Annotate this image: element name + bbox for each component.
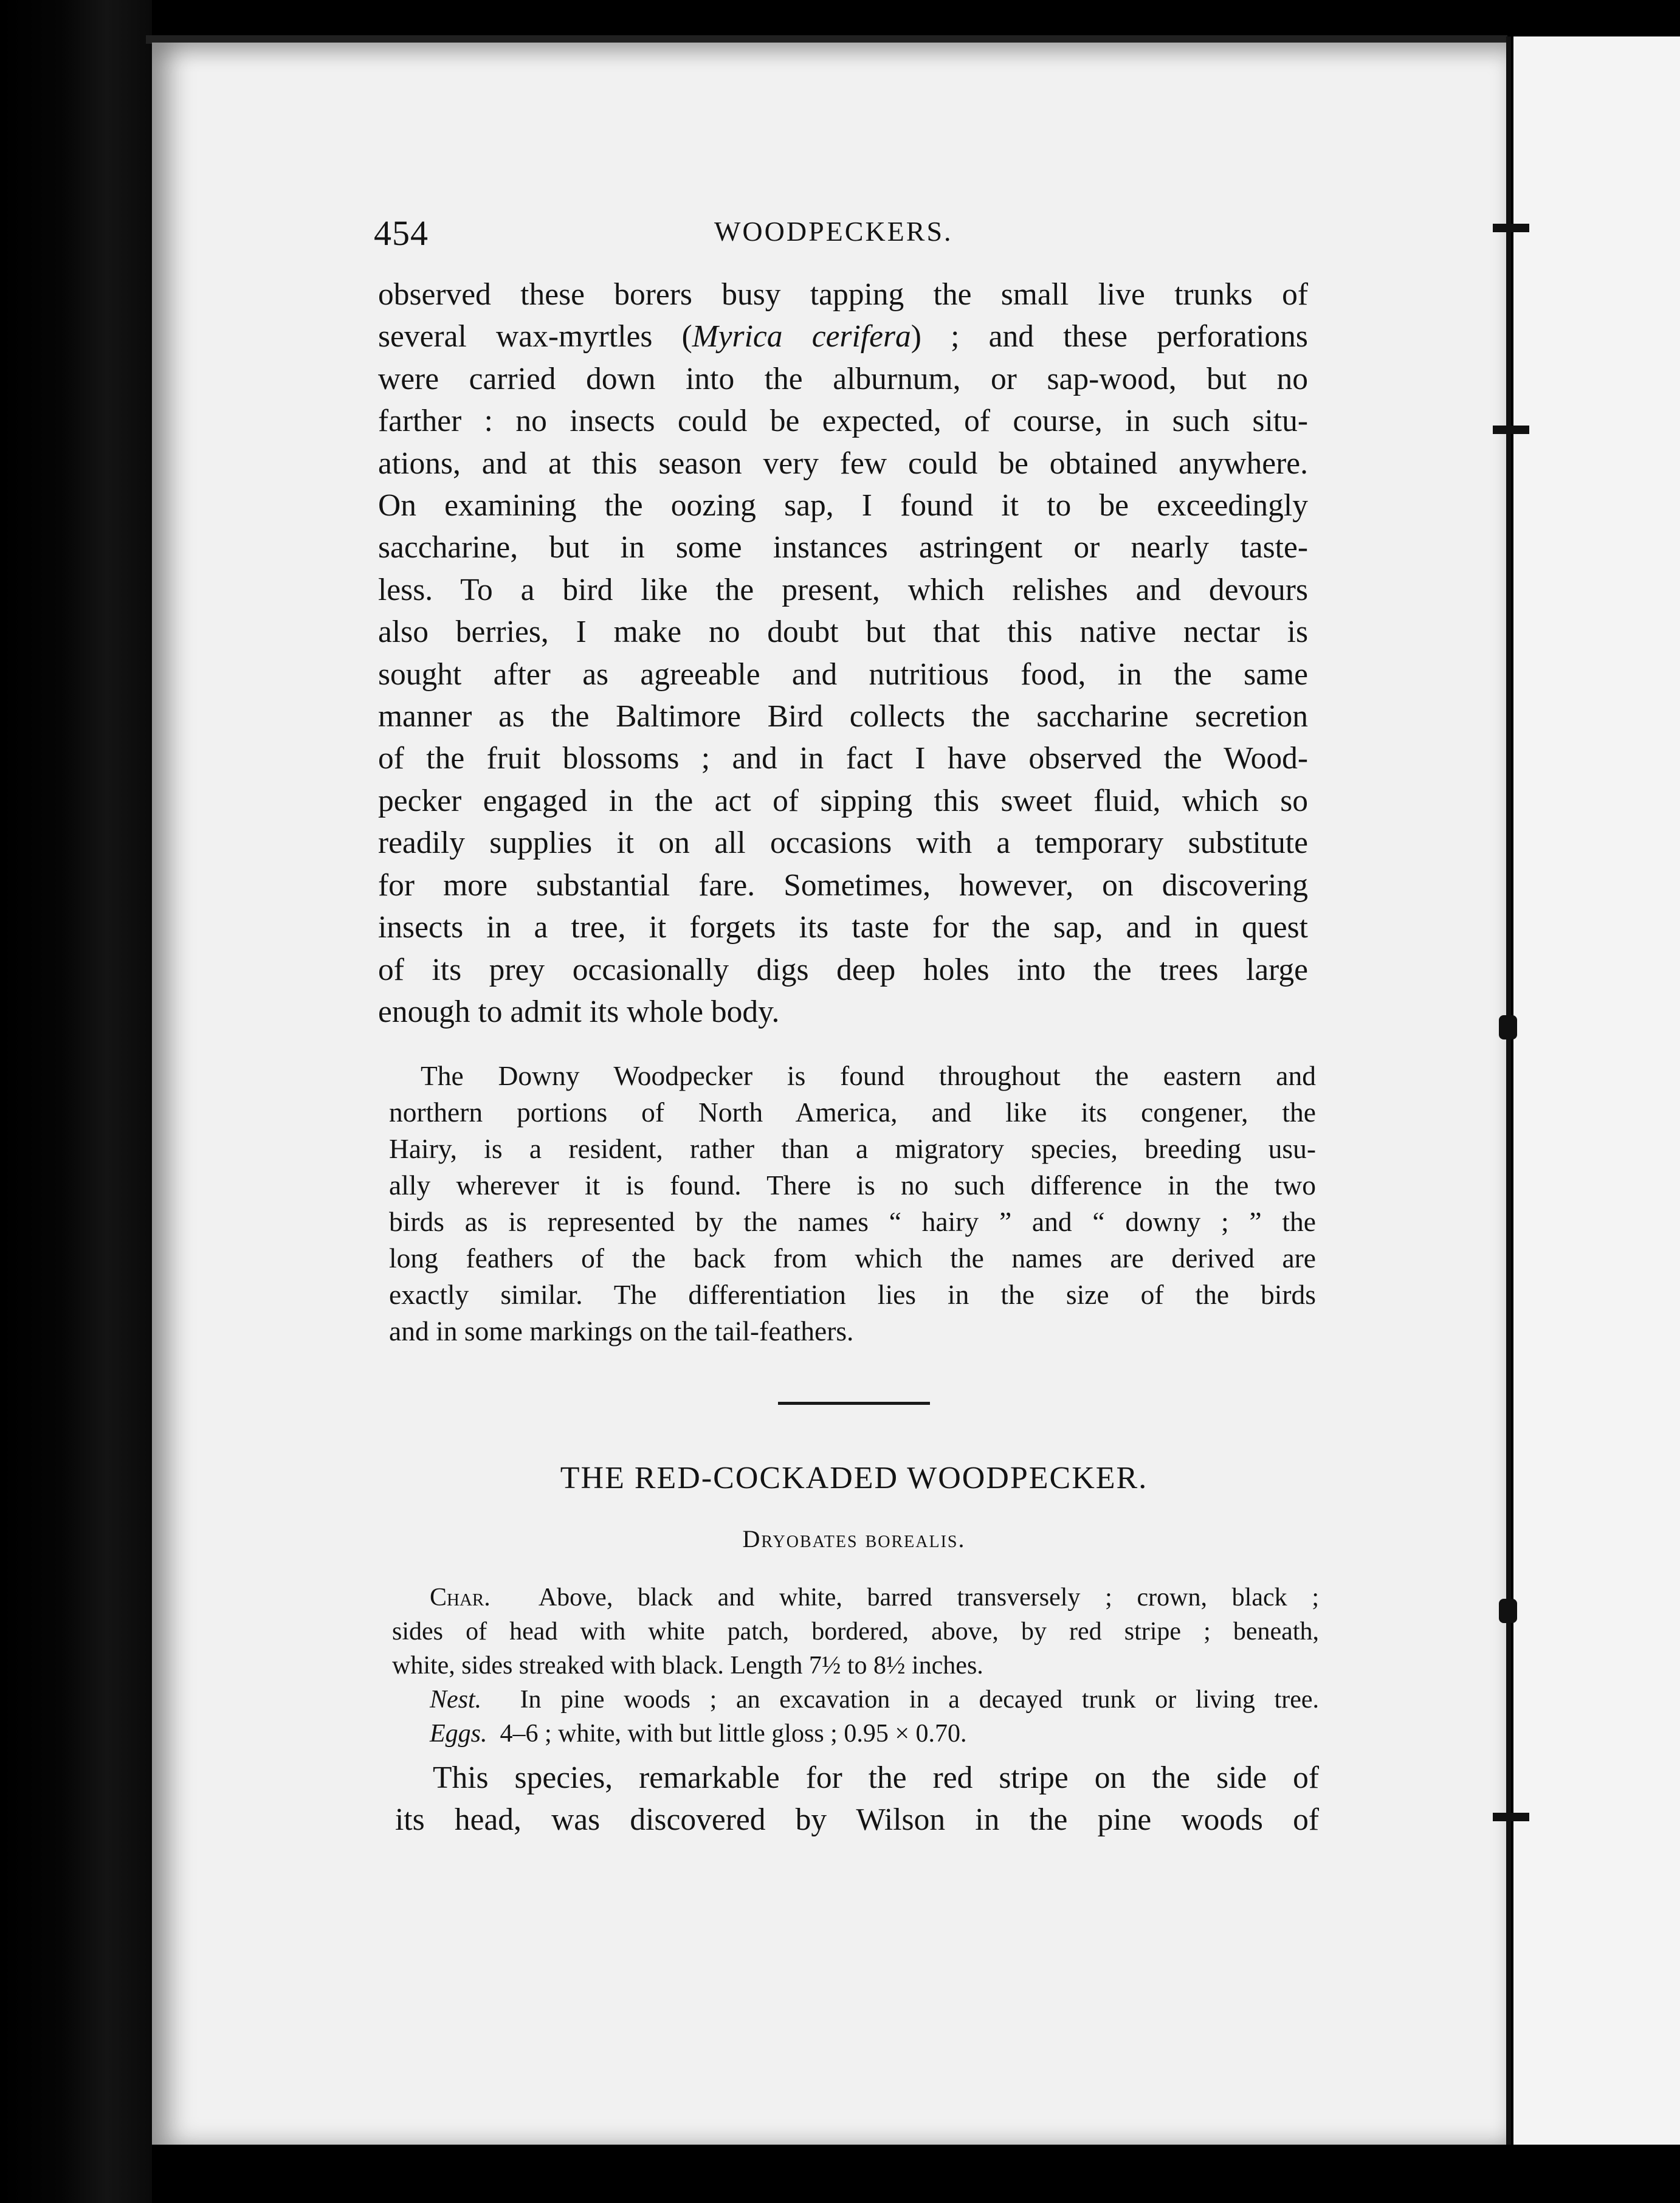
char-line: sides of head with white patch, bordered, above, by red stripe ; beneath, — [392, 1618, 1319, 1646]
downy-paragraph — [389, 1058, 1316, 1350]
page-gutter-line — [1506, 36, 1511, 2146]
text-line: Hairy, is a resident, rather than a migratory species, breeding usu- — [389, 1133, 1316, 1164]
char-line: white, sides streaked with black. Length 7½ to 8½ inches. — [392, 1652, 983, 1680]
species-title: THE RED-COCKADED WOODPECKER. — [560, 1461, 1148, 1495]
final-paragraph — [395, 1757, 1319, 1841]
char-label: Char. — [430, 1584, 491, 1612]
binding-tab — [1493, 426, 1529, 434]
text-line: This species, remarkable for the red stripe on the side of — [433, 1760, 1319, 1795]
text-line: readily supplies it on all occasions with a temporary substitute — [378, 826, 1308, 861]
text-line: for more substantial fare. Sometimes, however, on discovering — [378, 867, 1308, 903]
text-line: The Downy Woodpecker is found throughout the eastern and — [421, 1060, 1316, 1091]
text-line: of the fruit blossoms ; and in fact I have observed the Wood- — [378, 741, 1308, 776]
text-line: On examining the oozing sap, I found it to be exceedingly — [378, 488, 1308, 523]
text-line: long feathers of the back from which the names are derived are — [389, 1243, 1316, 1274]
text-line: insects in a tree, it forgets its taste for the sap, and in quest — [378, 910, 1308, 945]
text-line: were carried down into the alburnum, or sap-wood, but no — [378, 361, 1308, 396]
page-number: 454 — [374, 213, 429, 253]
body-paragraph — [378, 274, 1308, 1033]
text-line: northern portions of North America, and like its congener, the — [389, 1097, 1316, 1128]
nest-line: Nest. In pine woods ; an excavation in a decayed trunk or living tree. — [430, 1686, 1320, 1714]
binding-clip — [1499, 1015, 1517, 1039]
text-line: enough to admit its whole body. — [378, 994, 780, 1029]
binding-clip — [1499, 1599, 1517, 1623]
characteristics-block — [392, 1581, 1319, 1751]
text-line: exactly similar. The differentiation lies in the size of the birds — [389, 1279, 1316, 1310]
text-line: ally wherever it is found. There is no such difference in the two — [389, 1170, 1316, 1201]
latin-name: Myrica cerifera — [692, 319, 911, 354]
text-line: farther : no insects could be expected, of course, in such situ- — [378, 404, 1308, 439]
text-line: ations, and at this season very few could be obtained anywhere. — [378, 446, 1308, 481]
text-line: also berries, I make no doubt but that this native nectar is — [378, 615, 1308, 650]
text-line: sought after as agreeable and nutritious food, in the same — [378, 657, 1308, 692]
section-divider — [778, 1402, 930, 1405]
facing-page-strip — [1513, 36, 1680, 2146]
text-line: saccharine, but in some instances astringent or nearly taste- — [378, 530, 1308, 565]
nest-label: Nest. — [430, 1686, 482, 1714]
text-line: its head, was discovered by Wilson in the pine woods of — [395, 1802, 1319, 1838]
running-header — [374, 213, 1456, 261]
text-line: birds as is represented by the names “ hairy ” and “ downy ; ” the — [389, 1206, 1316, 1237]
text-line: manner as the Baltimore Bird collects the saccharine secretion — [378, 699, 1308, 734]
text-line: of its prey occasionally digs deep holes into the trees large — [378, 952, 1308, 987]
binding-tab — [1493, 224, 1529, 232]
text-line: and in some markings on the tail-feathers. — [389, 1315, 854, 1346]
binding-tab — [1493, 1813, 1529, 1821]
eggs-label: Eggs. — [430, 1720, 487, 1748]
book-binding-edge — [0, 0, 152, 2203]
page-bottom-edge — [152, 2145, 1680, 2203]
eggs-line: Eggs. 4–6 ; white, with but little gloss ; 0.95 × 0.70. — [430, 1720, 967, 1748]
text-line: pecker engaged in the act of sipping this sweet fluid, which so — [378, 783, 1308, 818]
text-line: less. To a bird like the present, which relishes and devours — [378, 572, 1308, 607]
text-line: observed these borers busy tapping the small live trunks of — [378, 277, 1308, 312]
char-line: Char. Above, black and white, barred transversely ; crown, black ; — [430, 1584, 1319, 1612]
text-line: several wax-myrtles (Myrica cerifera) ; and these perforations — [378, 319, 1308, 354]
running-title: WOODPECKERS. — [714, 216, 953, 247]
species-latin-name: Dryobates borealis. — [742, 1525, 966, 1553]
